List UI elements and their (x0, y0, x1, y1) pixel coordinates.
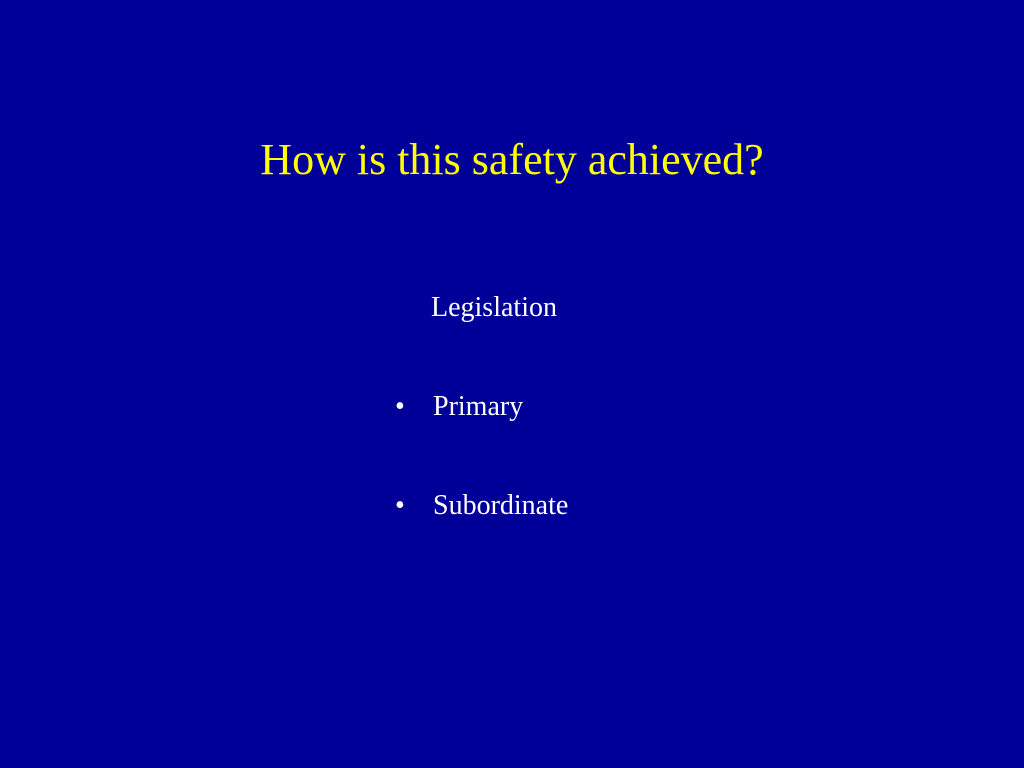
bullet-item-subordinate (391, 488, 568, 524)
bullet-item-primary (391, 389, 523, 425)
bullet-text: Subordinate (433, 490, 569, 521)
bullet-dot-icon: • (395, 391, 405, 422)
slide-title: How is this safety achieved? (260, 135, 764, 184)
bullet-text: Primary (433, 391, 524, 422)
bullet-dot-icon: • (395, 490, 405, 521)
content-heading: Legislation (431, 292, 557, 323)
